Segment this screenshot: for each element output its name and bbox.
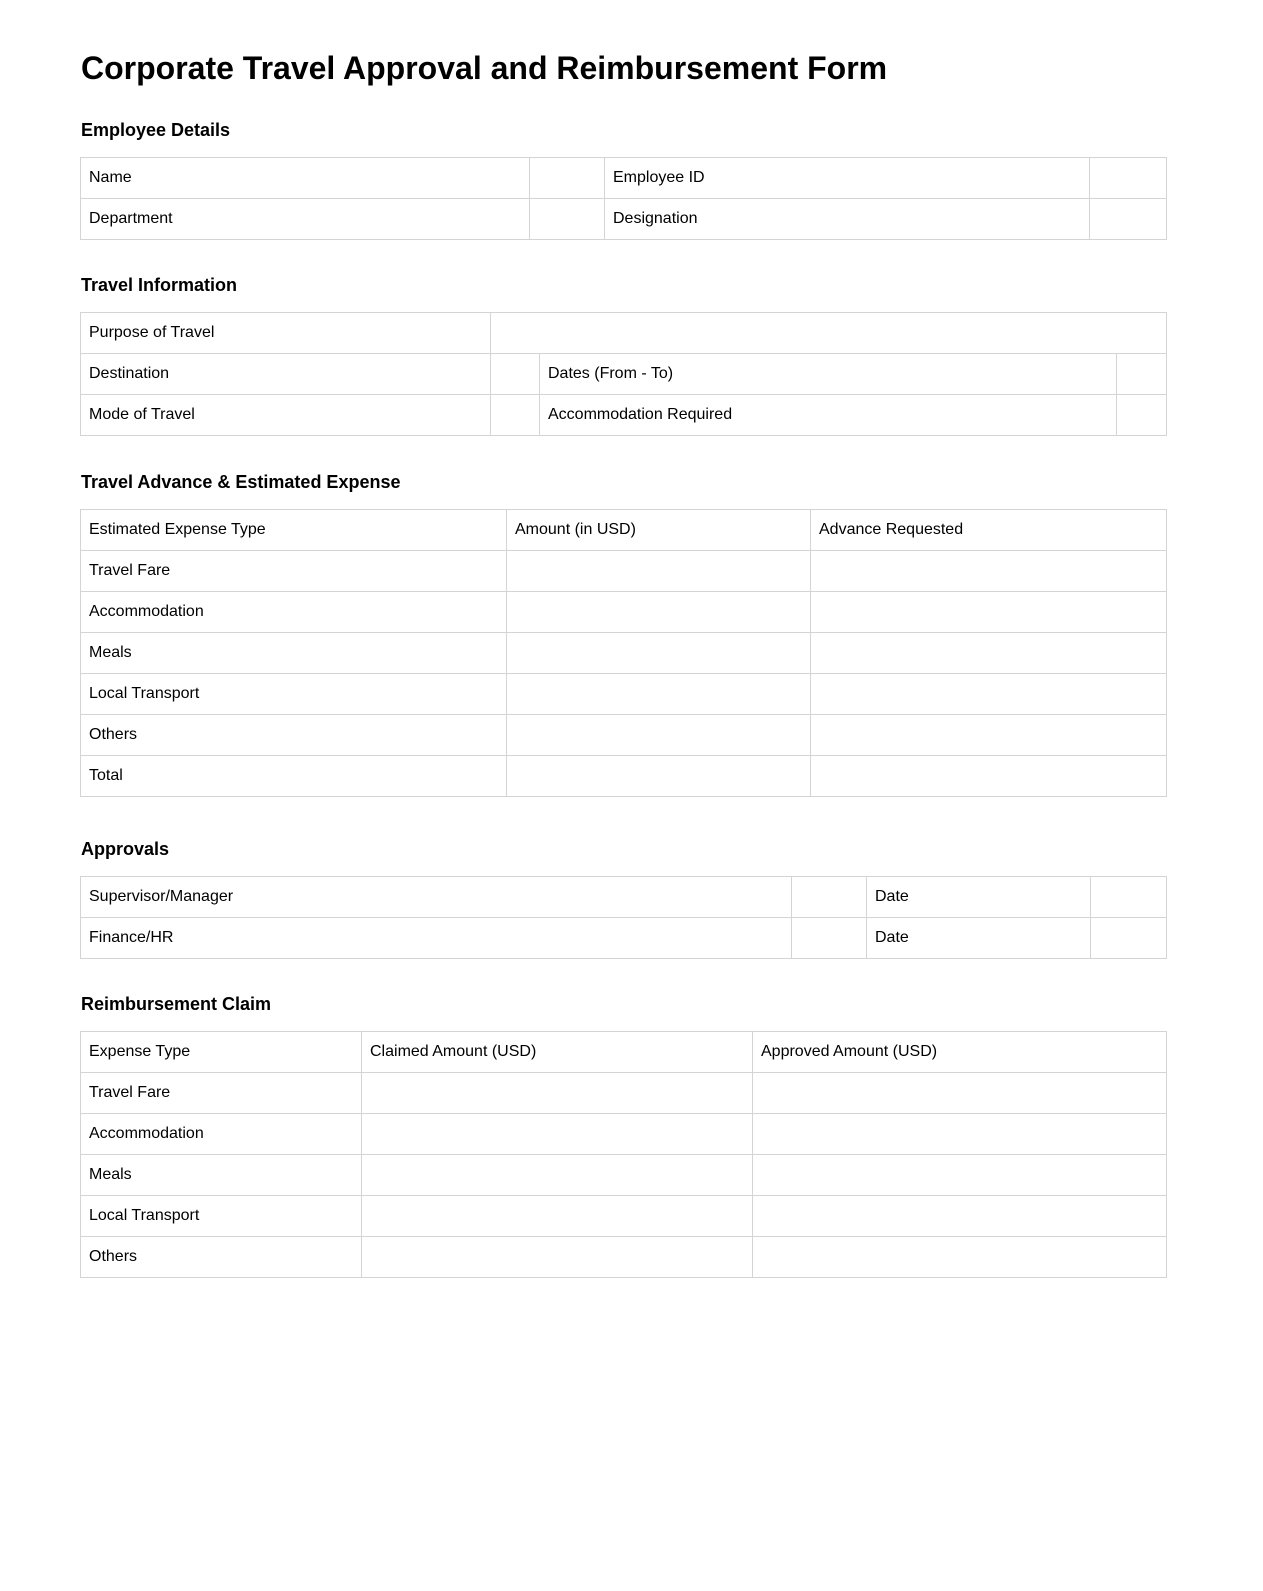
supervisor-date-field[interactable] — [1091, 877, 1167, 918]
table-row — [81, 877, 1167, 918]
advance-field[interactable] — [811, 633, 1167, 674]
amount-field[interactable] — [507, 715, 811, 756]
approved-amount-field[interactable] — [753, 1073, 1167, 1114]
table-row — [81, 1114, 1167, 1155]
table-row — [81, 1237, 1167, 1278]
column-header: Estimated Expense Type — [81, 510, 507, 551]
approvals-heading: Approvals — [81, 839, 170, 859]
table-row — [81, 633, 1167, 674]
name-label: Name — [81, 158, 530, 199]
expense-type-cell: Others — [81, 715, 507, 756]
department-label: Department — [81, 199, 530, 240]
amount-field[interactable] — [507, 674, 811, 715]
column-header: Claimed Amount (USD) — [362, 1032, 753, 1073]
employee-id-label: Employee ID — [605, 158, 1090, 199]
employee-details-table — [80, 157, 1167, 240]
approved-amount-field[interactable] — [753, 1114, 1167, 1155]
claimed-amount-field[interactable] — [362, 1196, 753, 1237]
date-label: Date — [867, 877, 1091, 918]
employee-details-heading: Employee Details — [81, 120, 231, 140]
amount-field[interactable] — [507, 633, 811, 674]
reimbursement-claim-table — [80, 1031, 1167, 1278]
table-row — [81, 918, 1167, 959]
supervisor-signature-field[interactable] — [792, 877, 867, 918]
column-header: Amount (in USD) — [507, 510, 811, 551]
claimed-amount-field[interactable] — [362, 1155, 753, 1196]
expense-type-cell: Travel Fare — [81, 551, 507, 592]
approvals-table — [80, 876, 1167, 959]
expense-type-cell: Local Transport — [81, 674, 507, 715]
claimed-amount-field[interactable] — [362, 1237, 753, 1278]
total-advance-field[interactable] — [811, 756, 1167, 797]
travel-advance-table — [80, 509, 1167, 797]
table-row — [81, 158, 1167, 199]
table-row — [81, 1155, 1167, 1196]
purpose-of-travel-field[interactable] — [491, 313, 1167, 354]
table-row — [81, 199, 1167, 240]
table-row — [81, 1196, 1167, 1237]
advance-field[interactable] — [811, 674, 1167, 715]
table-row — [81, 592, 1167, 633]
approved-amount-field[interactable] — [753, 1155, 1167, 1196]
travel-advance-heading: Travel Advance & Estimated Expense — [81, 472, 401, 492]
dates-label: Dates (From - To) — [540, 354, 1117, 395]
expense-type-cell: Travel Fare — [81, 1073, 362, 1114]
purpose-of-travel-label: Purpose of Travel — [81, 313, 491, 354]
column-header: Advance Requested — [811, 510, 1167, 551]
employee-id-field[interactable] — [1090, 158, 1167, 199]
advance-field[interactable] — [811, 551, 1167, 592]
column-header: Approved Amount (USD) — [753, 1032, 1167, 1073]
mode-of-travel-label: Mode of Travel — [81, 395, 491, 436]
accommodation-required-field[interactable] — [1117, 395, 1167, 436]
supervisor-label: Supervisor/Manager — [81, 877, 792, 918]
expense-type-cell: Meals — [81, 633, 507, 674]
total-amount-field[interactable] — [507, 756, 811, 797]
approved-amount-field[interactable] — [753, 1196, 1167, 1237]
amount-field[interactable] — [507, 551, 811, 592]
date-label: Date — [867, 918, 1091, 959]
expense-type-cell: Accommodation — [81, 1114, 362, 1155]
claimed-amount-field[interactable] — [362, 1073, 753, 1114]
table-row — [81, 395, 1167, 436]
page-title: Corporate Travel Approval and Reimbursement Form — [81, 50, 888, 86]
dates-field[interactable] — [1117, 354, 1167, 395]
expense-type-cell: Meals — [81, 1155, 362, 1196]
amount-field[interactable] — [507, 592, 811, 633]
table-row — [81, 1073, 1167, 1114]
table-row — [81, 674, 1167, 715]
expense-type-cell: Local Transport — [81, 1196, 362, 1237]
table-row — [81, 756, 1167, 797]
finance-hr-date-field[interactable] — [1091, 918, 1167, 959]
accommodation-required-label: Accommodation Required — [540, 395, 1117, 436]
finance-hr-signature-field[interactable] — [792, 918, 867, 959]
designation-label: Designation — [605, 199, 1090, 240]
column-header: Expense Type — [81, 1032, 362, 1073]
designation-field[interactable] — [1090, 199, 1167, 240]
table-header-row — [81, 1032, 1167, 1073]
travel-information-table — [80, 312, 1167, 436]
destination-label: Destination — [81, 354, 491, 395]
table-row — [81, 551, 1167, 592]
approved-amount-field[interactable] — [753, 1237, 1167, 1278]
reimbursement-claim-heading: Reimbursement Claim — [81, 994, 272, 1014]
reimbursement-table-viewport — [79, 1031, 1169, 1282]
total-label: Total — [81, 756, 507, 797]
mode-of-travel-field[interactable] — [491, 395, 540, 436]
table-row — [81, 354, 1167, 395]
table-header-row — [81, 510, 1167, 551]
travel-information-heading: Travel Information — [81, 275, 238, 295]
department-field[interactable] — [530, 199, 605, 240]
advance-field[interactable] — [811, 592, 1167, 633]
claimed-amount-field[interactable] — [362, 1114, 753, 1155]
table-row — [81, 313, 1167, 354]
advance-field[interactable] — [811, 715, 1167, 756]
finance-hr-label: Finance/HR — [81, 918, 792, 959]
destination-field[interactable] — [491, 354, 540, 395]
name-field[interactable] — [530, 158, 605, 199]
expense-type-cell: Accommodation — [81, 592, 507, 633]
expense-type-cell: Others — [81, 1237, 362, 1278]
table-row — [81, 715, 1167, 756]
